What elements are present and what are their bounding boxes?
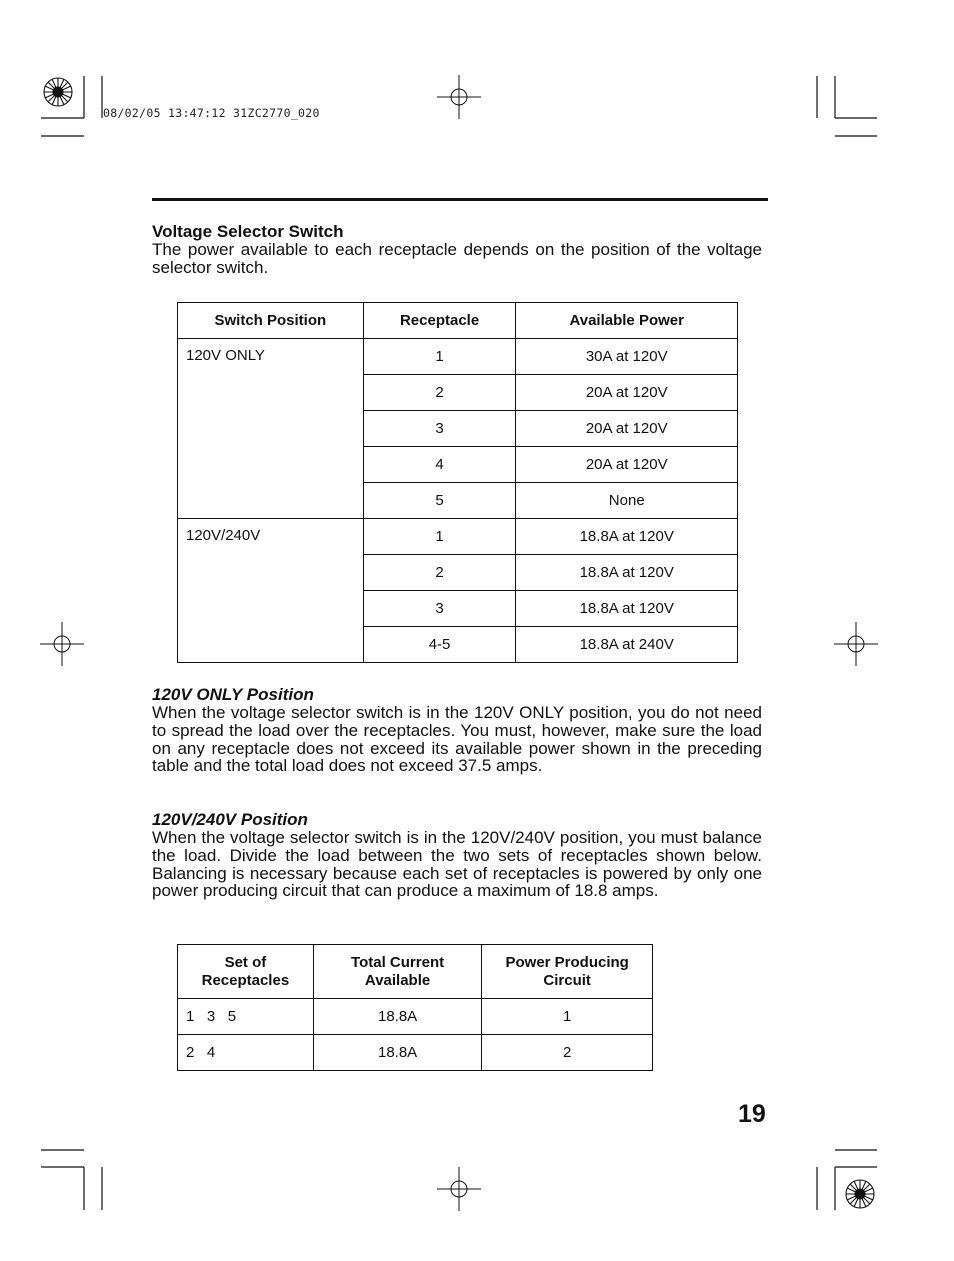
dual-position-heading: 120V/240V Position	[152, 810, 308, 829]
power-cell: 18.8A at 120V	[516, 591, 738, 627]
column-header	[482, 945, 653, 999]
power-cell: 20A at 120V	[516, 375, 738, 411]
table-header-row	[178, 945, 653, 999]
header-rule	[152, 198, 768, 201]
only-position-heading: 120V ONLY Position	[152, 685, 314, 704]
current-cell: 18.8A	[313, 1035, 482, 1071]
receptacle-cell: 1	[363, 519, 516, 555]
receptacle-cell: 2	[363, 555, 516, 591]
table-row	[178, 339, 738, 375]
column-header-line: Circuit	[543, 971, 591, 989]
table-header-row	[178, 303, 738, 339]
page-number: 19	[738, 1100, 766, 1128]
circuit-cell: 1	[482, 999, 653, 1035]
column-header-line: Power Producing	[505, 953, 629, 971]
circuit-table	[177, 944, 653, 1071]
receptacle-cell: 1	[363, 339, 516, 375]
switch-position-cell: 120V ONLY	[178, 339, 364, 519]
section-title: Voltage Selector Switch	[152, 222, 344, 241]
power-cell: 30A at 120V	[516, 339, 738, 375]
dual-position-text: When the voltage selector switch is in the 120V/240V position, you must balance the load. Divide the load between the two sets of receptacles shown below. Balancing is necessary because each set of receptacles is powered by only one power producing circuit that can produce a maximum of 18.8 amps.	[152, 828, 762, 901]
only-position-text: When the voltage selector switch is in the 120V ONLY position, you do not need to spread the load over the receptacles. You must, however, make sure the load on any receptacle does not exceed its available power shown in the preceding table and the total load does not exceed 37.5 amps.	[152, 703, 762, 776]
power-cell: 20A at 120V	[516, 411, 738, 447]
power-cell: 18.8A at 120V	[516, 519, 738, 555]
sunburst-target-top-left	[44, 78, 72, 106]
power-cell: None	[516, 483, 738, 519]
switch-position-cell: 120V/240V	[178, 519, 364, 663]
receptacle-cell: 5	[363, 483, 516, 519]
receptacle-cell: 2	[363, 375, 516, 411]
receptacle-cell: 3	[363, 591, 516, 627]
registration-target-left	[40, 622, 84, 666]
table-row	[178, 519, 738, 555]
column-header-line: Total Current	[351, 953, 445, 971]
print-stamp: 08/02/05 13:47:12 31ZC2770_020	[103, 106, 320, 120]
column-header	[313, 945, 482, 999]
section-intro: The power available to each receptacle depends on the position of the voltage selector switch.	[152, 240, 762, 277]
receptacle-set-cell: 1 3 5	[178, 999, 314, 1035]
receptacle-cell: 3	[363, 411, 516, 447]
table-row	[178, 999, 653, 1035]
power-table	[177, 302, 738, 663]
column-header-line: Receptacles	[201, 971, 290, 989]
sunburst-target-bottom-right	[846, 1180, 874, 1208]
column-header: Receptacle	[363, 303, 516, 339]
power-cell: 20A at 120V	[516, 447, 738, 483]
column-header: Switch Position	[178, 303, 364, 339]
registration-target-bottom	[437, 1167, 481, 1211]
power-cell: 18.8A at 240V	[516, 627, 738, 663]
receptacle-cell: 4-5	[363, 627, 516, 663]
column-header: Available Power	[516, 303, 738, 339]
receptacle-set-cell: 2 4	[178, 1035, 314, 1071]
registration-target-right	[834, 622, 878, 666]
receptacle-cell: 4	[363, 447, 516, 483]
registration-target-top	[437, 75, 481, 119]
current-cell: 18.8A	[313, 999, 482, 1035]
column-header-line: Available	[364, 971, 431, 989]
column-header-line: Set of	[224, 953, 267, 971]
column-header	[178, 945, 314, 999]
power-cell: 18.8A at 120V	[516, 555, 738, 591]
table-row	[178, 1035, 653, 1071]
circuit-cell: 2	[482, 1035, 653, 1071]
